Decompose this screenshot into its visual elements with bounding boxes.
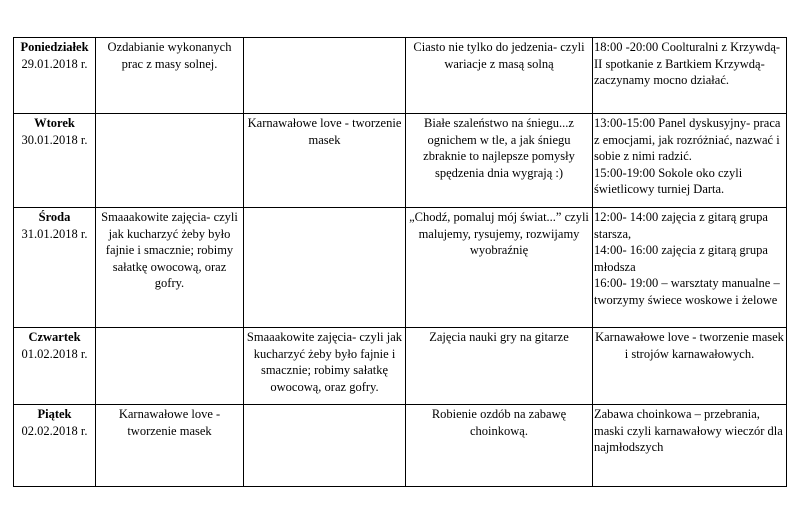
- day-date: 02.02.2018 r.: [21, 423, 88, 438]
- table-row: [14, 38, 787, 114]
- day-name: Poniedziałek: [20, 40, 89, 54]
- activity-line: 12:00- 14:00 zajęcia z gitarą grupa starsza,: [594, 210, 768, 241]
- activity-cell: [96, 114, 244, 208]
- activity-line: Zabawa choinkowa – przebrania, maski czyli karnawałowy wieczór dla najmłodszych: [594, 407, 783, 454]
- day-name: Czwartek: [28, 330, 81, 344]
- day-date: 01.02.2018 r.: [21, 346, 88, 361]
- activity-cell: Ozdabianie wykonanych prac z masy solnej.: [96, 38, 244, 114]
- activity-cell: [593, 208, 787, 328]
- activity-cell: Ciasto nie tylko do jedzenia- czyli wariacje z masą solną: [406, 38, 593, 114]
- day-cell: [14, 328, 96, 405]
- activity-line: 13:00-15:00 Panel dyskusyjny- praca z emocjami, jak rozróżniać, nazwać i sobie z nimi radzić.: [594, 116, 781, 163]
- activity-cell: Smaaakowite zajęcia- czyli jak kucharzyć żeby było fajnie i smacznie; robimy sałatkę owocową, oraz gofry.: [244, 328, 406, 405]
- table-row: [14, 114, 787, 208]
- activity-cell: Karnawałowe love - tworzenie masek: [244, 114, 406, 208]
- activity-cell: Białe szaleństwo na śniegu...z ognichem w tle, a jak śniegu zbraknie to najlepsze pomysły spędzenia dnia wygrają :): [406, 114, 593, 208]
- activity-cell: „Chodź, pomaluj mój świat...” czyli malujemy, rysujemy, rozwijamy wyobraźnię: [406, 208, 593, 328]
- day-date: 29.01.2018 r.: [21, 56, 88, 71]
- activity-cell: [593, 38, 787, 114]
- day-cell: [14, 38, 96, 114]
- day-cell: [14, 405, 96, 487]
- day-name: Środa: [38, 210, 71, 224]
- activity-line: 14:00- 16:00 zajęcia z gitarą grupa młodsza: [594, 243, 768, 274]
- activity-cell: [244, 38, 406, 114]
- activity-cell: [593, 405, 787, 487]
- activity-line: Karnawałowe love - tworzenie masek i strojów karnawałowych.: [595, 330, 784, 361]
- day-date: 31.01.2018 r.: [21, 226, 88, 241]
- activity-cell: [244, 208, 406, 328]
- day-name: Piątek: [37, 407, 72, 421]
- day-cell: [14, 208, 96, 328]
- activity-cell: [593, 114, 787, 208]
- activity-cell: [244, 405, 406, 487]
- table-row: [14, 208, 787, 328]
- activity-line: 18:00 -20:00 Coolturalni z Krzywdą- II spotkanie z Bartkiem Krzywdą- zaczynamy mocno działać.: [594, 40, 781, 87]
- activity-line: 16:00- 19:00 – warsztaty manualne – tworzymy świece woskowe i żelowe: [594, 276, 780, 307]
- day-cell: [14, 114, 96, 208]
- day-name: Wtorek: [34, 116, 75, 130]
- activity-cell: [593, 328, 787, 405]
- activity-cell: [96, 328, 244, 405]
- table-row: [14, 328, 787, 405]
- table-row: [14, 405, 787, 487]
- activity-cell: Karnawałowe love - tworzenie masek: [96, 405, 244, 487]
- day-date: 30.01.2018 r.: [21, 132, 88, 147]
- activity-cell: Zajęcia nauki gry na gitarze: [406, 328, 593, 405]
- activity-cell: Smaaakowite zajęcia- czyli jak kucharzyć żeby było fajnie i smacznie; robimy sałatkę owocową, oraz gofry.: [96, 208, 244, 328]
- weekly-schedule-table: [13, 37, 787, 487]
- activity-cell: Robienie ozdób na zabawę choinkową.: [406, 405, 593, 487]
- activity-line: 15:00-19:00 Sokole oko czyli świetlicowy turniej Darta.: [594, 165, 743, 196]
